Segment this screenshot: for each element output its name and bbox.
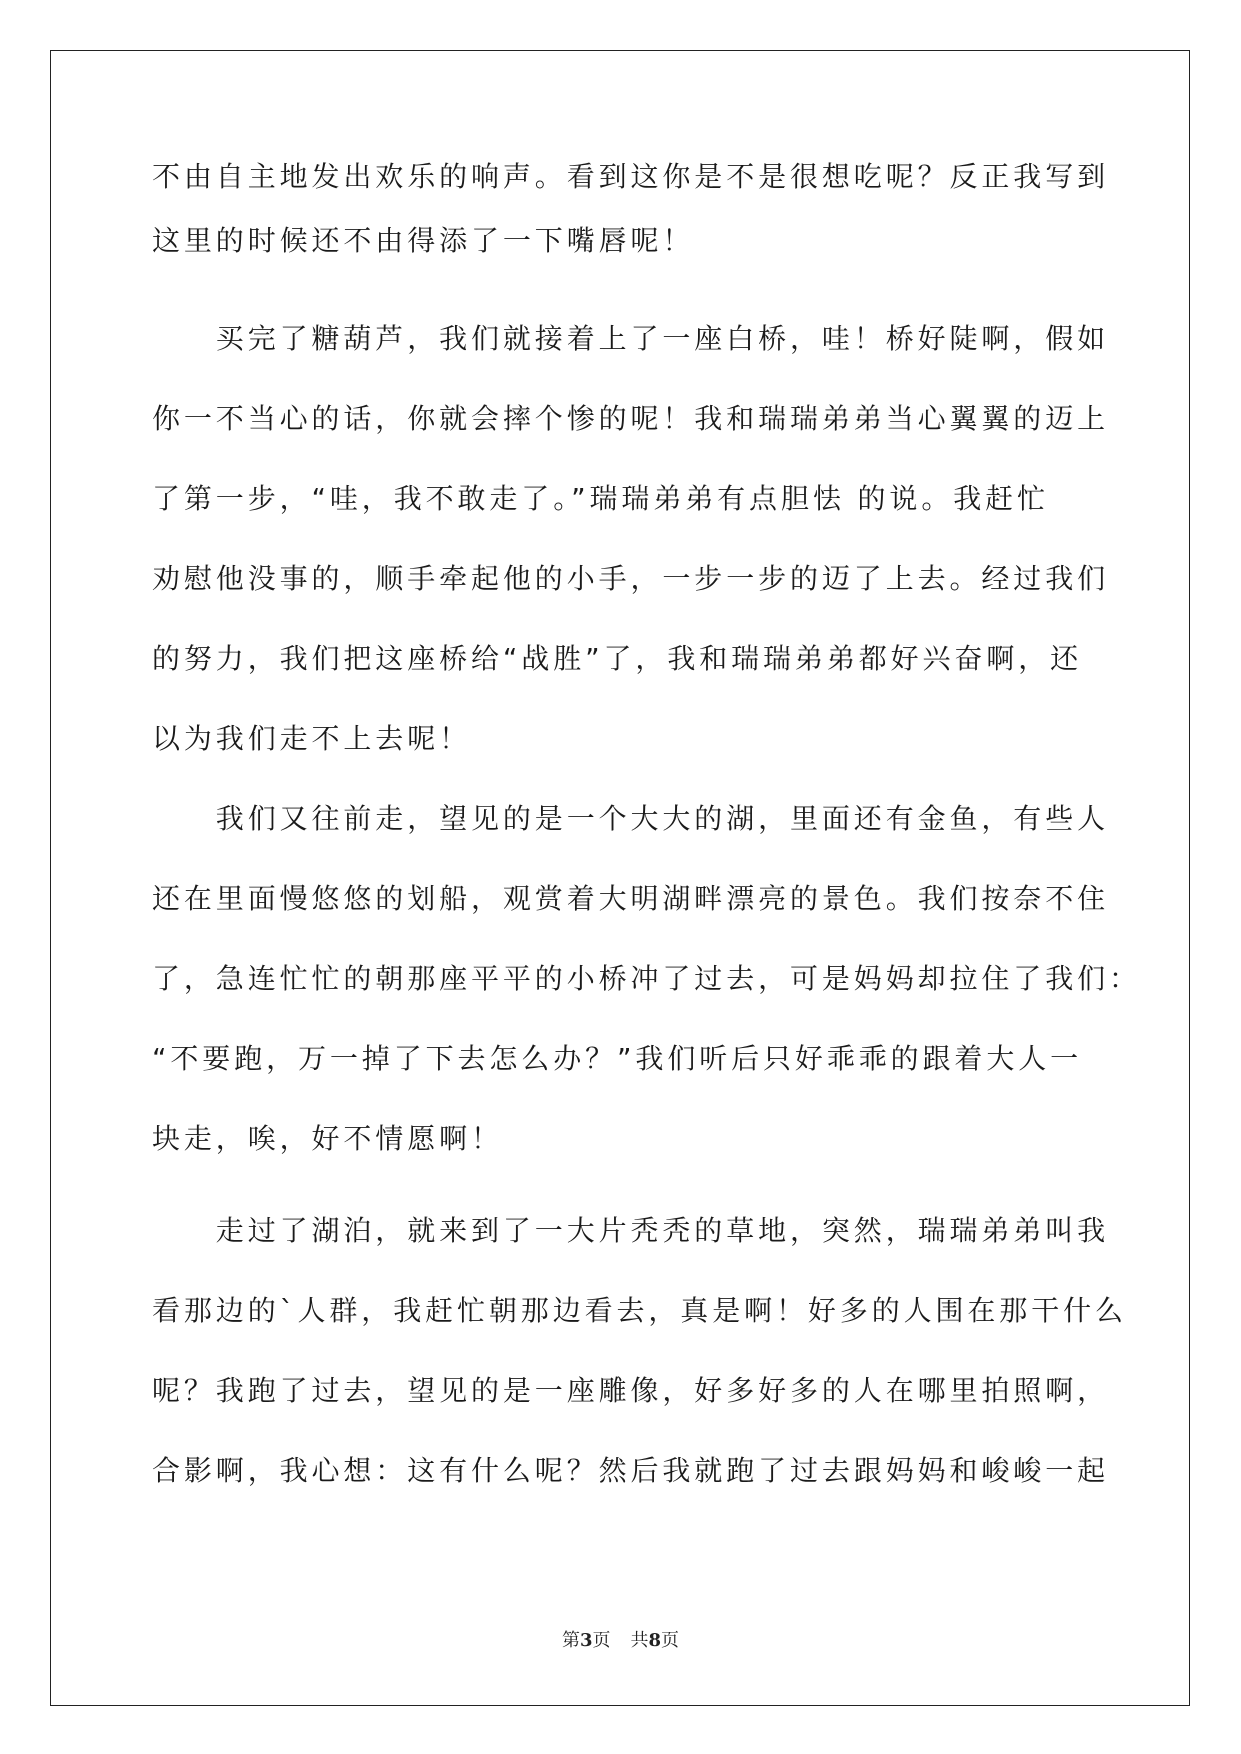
text-line: 劝慰他没事的，顺手牵起他的小手，一步一步的迈了上去。经过我们 (152, 562, 1110, 595)
text-line: 不由自主地发出欢乐的响声。看到这你是不是很想吃呢？反正我写到 (152, 160, 1110, 193)
text-line: 还在里面慢悠悠的划船，观赏着大明湖畔漂亮的景色。我们按奈不住 (152, 882, 1110, 915)
text-line: 走过了湖泊，就来到了一大片秃秃的草地，突然，瑞瑞弟弟叫我 (152, 1214, 1110, 1247)
text-line: 块走，唉，好不情愿啊！ (152, 1122, 503, 1155)
text-line: 买完了糖葫芦，我们就接着上了一座白桥，哇！桥好陡啊，假如 (152, 322, 1110, 355)
page-footer (0, 1626, 1241, 1652)
text-line: 了第一步，“哇，我不敢走了。”瑞瑞弟弟有点胆怯 的说。我赶忙 (152, 482, 1049, 515)
text-line: 这里的时候还不由得添了一下嘴唇呢！ (152, 224, 695, 257)
total-unit: 页 (661, 1630, 680, 1651)
current-page-number: 3 (579, 1630, 593, 1651)
total-prefix: 共 (630, 1630, 649, 1651)
text-line: 你一不当心的话，你就会摔个惨的呢！我和瑞瑞弟弟当心翼翼的迈上 (152, 402, 1110, 435)
text-line: 的努力，我们把这座桥给“战胜”了，我和瑞瑞弟弟都好兴奋啊，还 (152, 642, 1083, 675)
text-line: 以为我们走不上去呢！ (152, 722, 472, 755)
text-line: 我们又往前走，望见的是一个大大的湖，里面还有金鱼，有些人 (152, 802, 1110, 835)
text-line: 了，急连忙忙的朝那座平平的小桥冲了过去，可是妈妈却拉住了我们： (152, 962, 1141, 995)
text-line: “不要跑，万一掉了下去怎么办？”我们听后只好乖乖的跟着大人一 (152, 1042, 1083, 1075)
page-prefix: 第 (561, 1630, 580, 1651)
text-line: 合影啊，我心想：这有什么呢？然后我就跑了过去跟妈妈和峻峻一起 (152, 1454, 1110, 1487)
page-unit: 页 (592, 1630, 611, 1651)
text-line: 看那边的`人群，我赶忙朝那边看去，真是啊！好多的人围在那干什么 (152, 1294, 1127, 1327)
text-line: 呢？我跑了过去，望见的是一座雕像，好多好多的人在哪里拍照啊， (152, 1374, 1110, 1407)
total-pages-number: 8 (648, 1630, 662, 1651)
